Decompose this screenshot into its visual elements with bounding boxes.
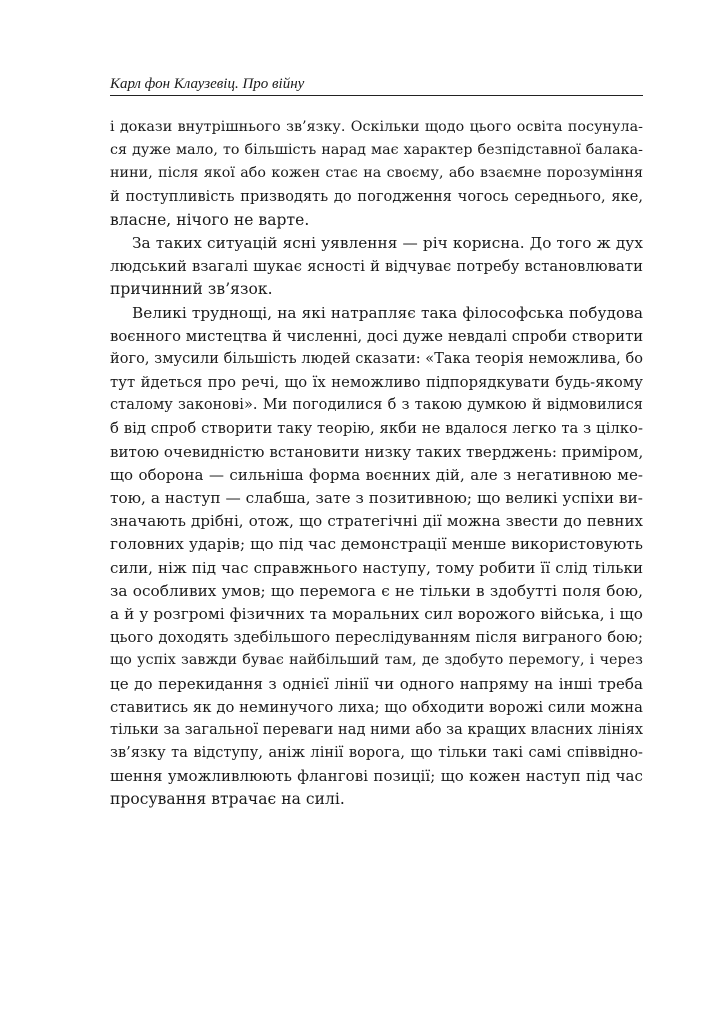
text-line: за особливих умов; що перемога є не тільки в здобутті поля бою, — [110, 581, 643, 600]
text-line: витою очевидністю встановити низку таких тверджень: приміром, — [110, 442, 644, 461]
text-line: воєнного мистецтва й численні, досі дуже невдалі спроби створити — [110, 327, 644, 345]
text-line: причинний зв’язок. — [110, 280, 273, 299]
text-line: власне, нічого не варте. — [110, 210, 310, 229]
text-line: За таких ситуацій ясні уявлення — річ корисна. До того ж дух — [132, 233, 643, 252]
text-line: зв’язку та відступу, аніж лінії ворога, що тільки такі самі співвідно- — [110, 745, 643, 762]
running-head: Карл фон Клаузевіц. Про війну — [110, 76, 305, 92]
text-line: і докази внутрішнього зв’язку. Оскільки щодо цього освіта посунула- — [110, 119, 643, 135]
text-line: тут йдеться про речі, що їх неможливо підпорядкувати будь-якому — [110, 374, 643, 392]
text-line: що оборона — сильніша форма воєнних дій, але з негативною ме- — [110, 465, 643, 484]
text-line: його, змусили більшість людей сказати: «Така теорія неможлива, бо — [110, 350, 644, 367]
text-line: ся дуже мало, то більшість нарад має характер безпідставної балака- — [110, 142, 643, 159]
text-line: а й у розгромі фізичних та моральних сил ворожого війська, і що — [110, 604, 643, 623]
text-line: сталому законові». Ми погодилися б з такою думкою й відмовилися — [110, 397, 643, 414]
text-line: шення уможливлюють флангові позиції; що кожен наступ під час — [110, 767, 643, 786]
text-line: значають дрібні, отож, що стратегічні дії можна звести до певних — [110, 512, 643, 531]
text-line: головних ударів; що під час демонстрації менше використовують — [110, 535, 643, 554]
header-rule — [110, 95, 643, 96]
text-line: тою, а наступ — слабша, зате з позитивною; що великі успіхи ви- — [110, 489, 643, 507]
text-line: просування втрачає на силі. — [110, 790, 345, 809]
text-line: б від спроб створити таку теорію, якби не вдалося легко та з цілко- — [110, 420, 643, 438]
text-line: ставитись як до неминучого лиха; що обходити ворожі сили можна — [110, 698, 643, 716]
text-line: Великі труднощі, на які натрапляє така філософська побудова — [132, 303, 643, 322]
page-body — [110, 116, 643, 812]
text-line: людський взагалі шукає ясності й відчуває потребу встановлювати — [110, 258, 643, 276]
text-line: тільки за загальної переваги над ними або за кращих власних лініях — [110, 721, 644, 738]
text-line: це до перекидання з однієї лінії чи одного напряму на інші треба — [110, 674, 643, 693]
text-line: цього доходять здебільшого переслідуванням після виграного бою; — [110, 629, 643, 647]
text-line: й поступливість призводять до погодження чогось середнього, яке, — [110, 188, 643, 205]
text-line: що успіх завжди буває найбільший там, де здобуто перемогу, і через — [110, 652, 643, 669]
text-line: сили, ніж під час справжнього наступу, тому робити її слід тільки — [110, 558, 643, 577]
text-line: нини, після якої або кожен стає на своєму, або взаємне порозуміння — [110, 165, 643, 182]
